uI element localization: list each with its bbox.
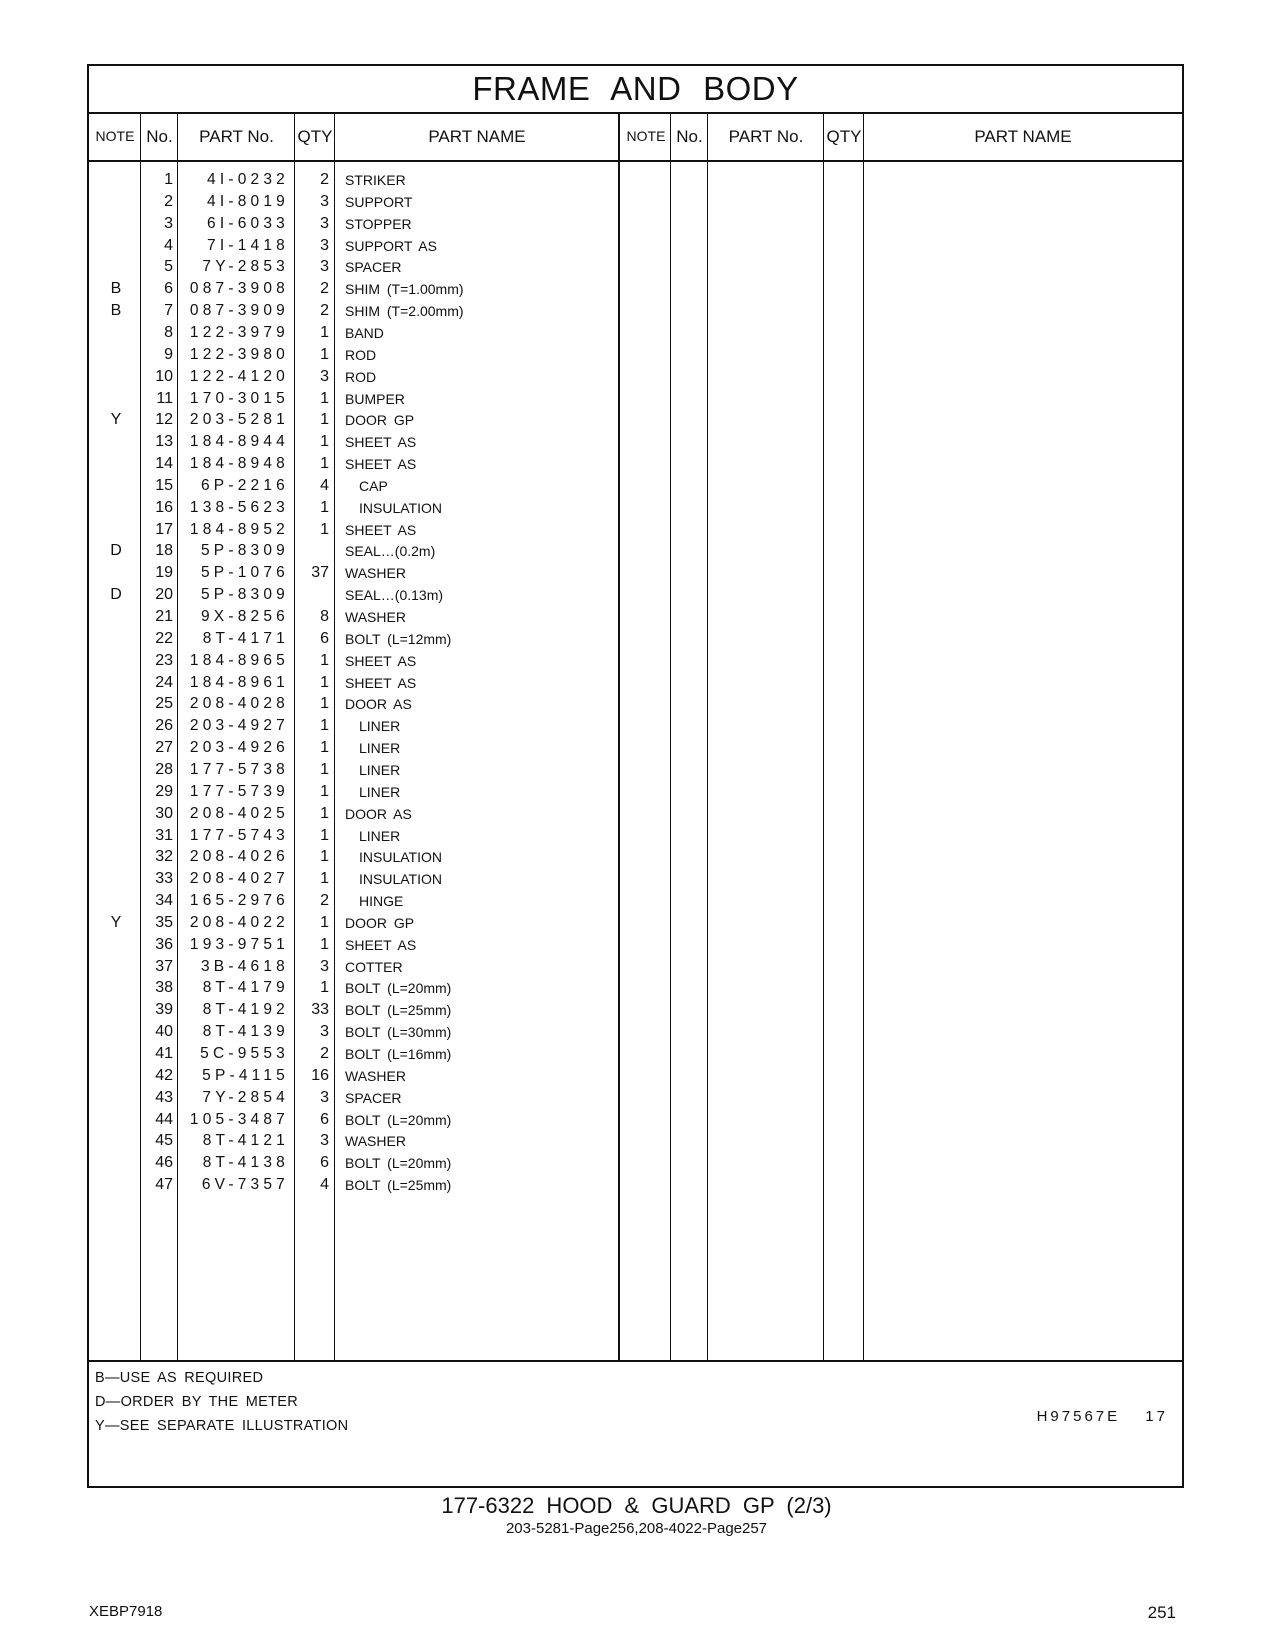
- row-part-number: 5C-9553: [200, 1045, 289, 1062]
- row-part-name: CAP: [359, 477, 388, 494]
- row-quantity: 1: [320, 323, 329, 341]
- table-row: [89, 1174, 649, 1197]
- column-divider: [863, 113, 864, 1362]
- row-item-number: 37: [155, 957, 173, 975]
- table-row: [89, 540, 649, 563]
- row-quantity: 1: [320, 870, 329, 888]
- row-item-number: 4: [164, 236, 173, 254]
- row-part-number: 208-4026: [189, 848, 289, 866]
- row-part-number: 184-8944: [189, 433, 289, 451]
- row-quantity: 1: [320, 455, 329, 473]
- table-row: [89, 737, 649, 760]
- row-quantity: 3: [320, 1088, 329, 1106]
- table-row: [89, 650, 649, 673]
- table-row: [89, 781, 649, 804]
- row-quantity: 3: [320, 192, 329, 210]
- table-row: [89, 1130, 649, 1153]
- row-part-name: SEAL…(0.2m): [345, 543, 436, 560]
- header-qty-2: QTY: [826, 127, 862, 146]
- table-row: [89, 169, 649, 192]
- footnote: Y—SEE SEPARATE ILLUSTRATION: [95, 1418, 349, 1434]
- table-row: [89, 956, 649, 979]
- row-part-number: 3B-4618: [200, 957, 289, 975]
- row-part-number: 165-2976: [189, 892, 289, 910]
- row-item-number: 38: [155, 979, 173, 997]
- row-item-number: 14: [155, 455, 173, 473]
- row-item-number: 20: [155, 586, 173, 604]
- row-quantity: 1: [320, 345, 329, 363]
- row-quantity: 1: [320, 935, 329, 953]
- row-note: B: [110, 280, 122, 298]
- row-item-number: 23: [155, 651, 173, 669]
- row-part-number: 4I-8019: [207, 192, 289, 210]
- row-item-number: 28: [155, 760, 173, 778]
- row-part-number: 5P-8309: [200, 586, 289, 604]
- row-part-name: DOOR AS: [345, 805, 412, 822]
- row-quantity: 4: [320, 476, 329, 494]
- row-quantity: 1: [320, 717, 329, 735]
- row-part-name: SHEET AS: [345, 434, 417, 451]
- page-title: FRAME AND BODY: [89, 66, 1182, 114]
- row-part-name: SEAL…(0.13m): [345, 587, 444, 604]
- row-part-name: BOLT (L=25mm): [345, 1177, 452, 1194]
- row-quantity: 16: [311, 1066, 329, 1084]
- row-part-name: DOOR GP: [345, 412, 415, 429]
- row-quantity: 1: [320, 389, 329, 407]
- row-part-number: 087-3909: [189, 302, 289, 320]
- row-part-number: 7Y-2853: [202, 258, 289, 276]
- row-part-name: BOLT (L=20mm): [345, 980, 452, 997]
- row-part-name: SPACER: [345, 259, 402, 276]
- table-row: [89, 431, 649, 454]
- header-qty: QTY: [297, 127, 333, 146]
- table-row: [89, 300, 649, 323]
- row-item-number: 19: [155, 564, 173, 582]
- row-item-number: 33: [155, 870, 173, 888]
- row-part-name: BOLT (L=20mm): [345, 1111, 452, 1128]
- table-row: [89, 409, 649, 432]
- row-quantity: 3: [320, 236, 329, 254]
- header-part-name-2: PART NAME: [974, 127, 1072, 146]
- row-part-number: 184-8961: [189, 673, 289, 691]
- row-item-number: 25: [155, 695, 173, 713]
- row-item-number: 7: [164, 302, 173, 320]
- illustration-code: H97567E 17: [1036, 1408, 1168, 1425]
- table-row: [89, 1087, 649, 1110]
- row-part-number: 5P-8309: [200, 542, 289, 560]
- row-quantity: 37: [311, 564, 329, 582]
- row-part-name: SHEET AS: [345, 521, 417, 538]
- row-part-name: SPACER: [345, 1089, 402, 1106]
- row-item-number: 9: [164, 345, 173, 363]
- header-part-no: PART No.: [199, 127, 274, 146]
- row-part-number: 6P-2216: [200, 476, 289, 494]
- row-part-name: DOOR GP: [345, 914, 415, 931]
- row-note: D: [110, 542, 122, 560]
- row-item-number: 18: [155, 542, 173, 560]
- row-quantity: 1: [320, 520, 329, 538]
- row-part-name: SHEET AS: [345, 936, 417, 953]
- table-row: [89, 235, 649, 258]
- row-part-number: 4I-0232: [207, 171, 289, 188]
- row-part-number: 5P-4115: [202, 1066, 289, 1084]
- row-part-name: WASHER: [345, 1133, 406, 1150]
- row-part-number: 105-3487: [189, 1110, 289, 1128]
- row-item-number: 6: [164, 280, 173, 298]
- row-quantity: 1: [320, 979, 329, 997]
- row-quantity: 6: [320, 1154, 329, 1172]
- row-item-number: 11: [156, 389, 173, 407]
- row-part-number: 193-9751: [189, 935, 289, 953]
- row-part-name: STRIKER: [345, 172, 406, 188]
- table-row: [89, 322, 649, 345]
- header-no: No.: [146, 127, 173, 146]
- row-item-number: 15: [155, 476, 173, 494]
- row-part-number: 8T-4138: [202, 1154, 289, 1172]
- table-row: [89, 213, 649, 236]
- table-row: [89, 759, 649, 782]
- row-part-number: 208-4028: [189, 695, 289, 713]
- row-part-number: 8T-4192: [202, 1001, 289, 1019]
- row-quantity: 2: [320, 171, 329, 188]
- row-part-name: INSULATION: [359, 849, 442, 866]
- row-quantity: 8: [320, 608, 329, 625]
- row-item-number: 31: [155, 826, 173, 844]
- row-part-number: 208-4022: [189, 913, 289, 931]
- column-divider: [823, 113, 824, 1362]
- row-part-name: SHIM (T=1.00mm): [345, 281, 464, 298]
- row-item-number: 32: [155, 848, 173, 866]
- row-item-number: 45: [155, 1132, 173, 1150]
- table-row: [89, 475, 649, 498]
- row-quantity: 3: [320, 1132, 329, 1150]
- table-row: [89, 846, 649, 869]
- row-quantity: 3: [320, 1023, 329, 1041]
- table-row: [89, 1109, 649, 1132]
- row-part-number: 6V-7357: [201, 1176, 289, 1194]
- row-part-number: 9X-8256: [200, 608, 289, 625]
- table-row: [89, 912, 649, 935]
- table-row: [89, 388, 649, 411]
- row-quantity: 3: [320, 367, 329, 385]
- row-note: B: [110, 302, 122, 320]
- row-part-number: 184-8965: [189, 651, 289, 669]
- parts-list-sheet: [87, 64, 1184, 1488]
- header-note-2: NOTE: [626, 128, 666, 144]
- row-part-number: 184-8948: [189, 455, 289, 473]
- row-part-number: 8T-4121: [202, 1132, 289, 1150]
- header-part-no-2: PART No.: [728, 127, 804, 146]
- row-part-name: LINER: [359, 827, 401, 844]
- footnote: B—USE AS REQUIRED: [95, 1370, 264, 1386]
- table-row: [89, 584, 649, 607]
- row-quantity: 2: [320, 892, 329, 910]
- row-item-number: 26: [155, 717, 173, 735]
- table-row: [89, 715, 649, 738]
- row-part-name: LINER: [359, 740, 401, 757]
- row-quantity: 1: [320, 804, 329, 822]
- header-note: NOTE: [95, 128, 135, 144]
- row-item-number: 10: [155, 367, 173, 385]
- row-quantity: 6: [320, 629, 329, 647]
- row-item-number: 34: [155, 892, 173, 910]
- row-quantity: 2: [320, 1045, 329, 1062]
- table-row: [89, 344, 649, 367]
- column-divider: [670, 113, 671, 1362]
- row-item-number: 40: [155, 1023, 173, 1041]
- table-row: [89, 693, 649, 716]
- row-part-number: 7I-1418: [207, 236, 289, 254]
- row-item-number: 2: [164, 192, 173, 210]
- row-part-name: COTTER: [345, 958, 403, 975]
- table-row: [89, 256, 649, 279]
- table-row: [89, 628, 649, 651]
- row-part-name: SHIM (T=2.00mm): [345, 303, 464, 320]
- row-item-number: 13: [155, 433, 173, 451]
- row-part-name: BAND: [345, 324, 384, 341]
- row-part-number: 203-4926: [189, 739, 289, 757]
- row-part-number: 203-5281: [189, 411, 289, 429]
- table-row: [89, 934, 649, 957]
- row-part-number: 184-8952: [189, 520, 289, 538]
- row-part-name: SUPPORT AS: [345, 237, 437, 254]
- table-row: [89, 1021, 649, 1044]
- row-quantity: 1: [320, 673, 329, 691]
- document-id: XEBP7918: [89, 1603, 163, 1620]
- row-item-number: 24: [155, 673, 173, 691]
- row-part-name: ROD: [345, 368, 377, 385]
- row-part-number: 6I-6033: [207, 214, 289, 232]
- row-item-number: 35: [155, 913, 173, 931]
- row-quantity: 2: [320, 302, 329, 320]
- row-note: Y: [110, 411, 122, 429]
- row-item-number: 30: [155, 804, 173, 822]
- row-item-number: 43: [155, 1088, 173, 1106]
- row-part-name: HINGE: [359, 893, 404, 910]
- table-row: [89, 562, 649, 585]
- table-row: [89, 497, 649, 520]
- row-quantity: 33: [311, 1001, 329, 1019]
- row-part-name: WASHER: [345, 565, 406, 582]
- table-row: [89, 1043, 649, 1066]
- row-part-number: 208-4025: [189, 804, 289, 822]
- table-row: [89, 890, 649, 913]
- table-row: [89, 1065, 649, 1088]
- row-item-number: 27: [155, 739, 173, 757]
- row-part-name: BOLT (L=12mm): [345, 630, 452, 647]
- table-row: [89, 278, 649, 301]
- row-item-number: 41: [155, 1045, 173, 1062]
- row-part-number: 087-3908: [189, 280, 289, 298]
- row-part-name: BUMPER: [345, 390, 405, 407]
- row-item-number: 8: [164, 323, 173, 341]
- row-quantity: 2: [320, 280, 329, 298]
- page-number: 251: [1147, 1603, 1176, 1622]
- row-item-number: 16: [155, 498, 173, 516]
- table-row: [89, 672, 649, 695]
- row-part-number: 208-4027: [189, 870, 289, 888]
- table-row: [89, 606, 649, 629]
- row-quantity: 1: [320, 739, 329, 757]
- column-divider: [707, 113, 708, 1362]
- row-part-name: STOPPER: [345, 215, 412, 232]
- row-item-number: 5: [164, 258, 173, 276]
- row-note: Y: [110, 913, 122, 931]
- row-part-number: 138-5623: [189, 498, 289, 516]
- table-row: [89, 191, 649, 214]
- table-row: [89, 977, 649, 1000]
- row-part-number: 177-5743: [189, 826, 289, 844]
- row-quantity: 1: [320, 498, 329, 516]
- footnotes-area: [89, 1360, 1182, 1490]
- row-quantity: 1: [320, 913, 329, 931]
- row-item-number: 47: [155, 1176, 173, 1194]
- row-item-number: 36: [155, 935, 173, 953]
- header-no-2: No.: [676, 127, 703, 146]
- row-part-name: WASHER: [345, 1067, 406, 1084]
- row-part-number: 7Y-2854: [202, 1088, 289, 1106]
- row-part-number: 8T-4139: [202, 1023, 289, 1041]
- row-part-name: BOLT (L=30mm): [345, 1024, 452, 1041]
- row-quantity: 1: [320, 760, 329, 778]
- row-part-name: LINER: [359, 761, 401, 778]
- table-row: [89, 825, 649, 848]
- row-quantity: 4: [320, 1176, 329, 1194]
- row-item-number: 17: [155, 520, 173, 538]
- row-item-number: 44: [155, 1110, 173, 1128]
- row-quantity: 1: [320, 826, 329, 844]
- row-item-number: 22: [155, 629, 173, 647]
- row-part-number: 5P-1076: [200, 564, 289, 582]
- table-row: [89, 366, 649, 389]
- table-row: [89, 519, 649, 542]
- row-part-name: WASHER: [345, 609, 406, 625]
- row-quantity: 6: [320, 1110, 329, 1128]
- row-part-number: 177-5739: [189, 782, 289, 800]
- row-part-name: BOLT (L=16mm): [345, 1046, 452, 1062]
- row-quantity: 3: [320, 214, 329, 232]
- row-item-number: 29: [155, 782, 173, 800]
- row-part-name: SHEET AS: [345, 652, 417, 669]
- row-item-number: 1: [164, 171, 173, 188]
- row-part-name: LINER: [359, 718, 401, 735]
- row-part-name: DOOR AS: [345, 696, 412, 713]
- row-part-number: 122-4120: [189, 367, 289, 385]
- row-item-number: 3: [164, 214, 173, 232]
- row-item-number: 39: [155, 1001, 173, 1019]
- row-quantity: 1: [320, 411, 329, 429]
- row-part-name: INSULATION: [359, 499, 442, 516]
- row-part-name: SHEET AS: [345, 456, 417, 473]
- table-header: [89, 113, 1182, 162]
- row-part-number: 170-3015: [189, 389, 289, 407]
- table-row: [89, 999, 649, 1022]
- group-title: 177-6322 HOOD & GUARD GP (2/3): [441, 1493, 832, 1518]
- row-part-name: BOLT (L=20mm): [345, 1155, 452, 1172]
- table-row: [89, 1152, 649, 1175]
- footnote: D—ORDER BY THE METER: [95, 1394, 298, 1410]
- row-quantity: 1: [320, 848, 329, 866]
- row-part-name: ROD: [345, 346, 377, 363]
- row-part-name: SUPPORT: [345, 193, 413, 210]
- row-part-number: 203-4927: [189, 717, 289, 735]
- row-part-number: 8T-4179: [202, 979, 289, 997]
- row-part-number: 177-5738: [189, 760, 289, 778]
- row-part-number: 122-3980: [189, 345, 289, 363]
- row-quantity: 1: [320, 782, 329, 800]
- row-part-name: BOLT (L=25mm): [345, 1002, 452, 1019]
- row-item-number: 12: [155, 411, 173, 429]
- row-part-name: INSULATION: [359, 871, 442, 888]
- row-quantity: 1: [320, 695, 329, 713]
- table-row: [89, 803, 649, 826]
- row-quantity: 3: [320, 957, 329, 975]
- row-item-number: 46: [155, 1154, 173, 1172]
- table-row: [89, 453, 649, 476]
- table-row: [89, 868, 649, 891]
- group-page-references: 203-5281-Page256,208-4022-Page257: [505, 1520, 768, 1537]
- row-part-number: 8T-4171: [202, 629, 289, 647]
- row-quantity: 1: [320, 651, 329, 669]
- row-quantity: 3: [320, 258, 329, 276]
- row-part-name: SHEET AS: [345, 674, 417, 691]
- row-quantity: 1: [320, 433, 329, 451]
- row-part-number: 122-3979: [189, 323, 289, 341]
- header-part-name: PART NAME: [428, 127, 526, 146]
- row-part-name: LINER: [359, 783, 401, 800]
- row-item-number: 21: [155, 608, 173, 625]
- row-note: D: [110, 586, 122, 604]
- row-item-number: 42: [155, 1066, 173, 1084]
